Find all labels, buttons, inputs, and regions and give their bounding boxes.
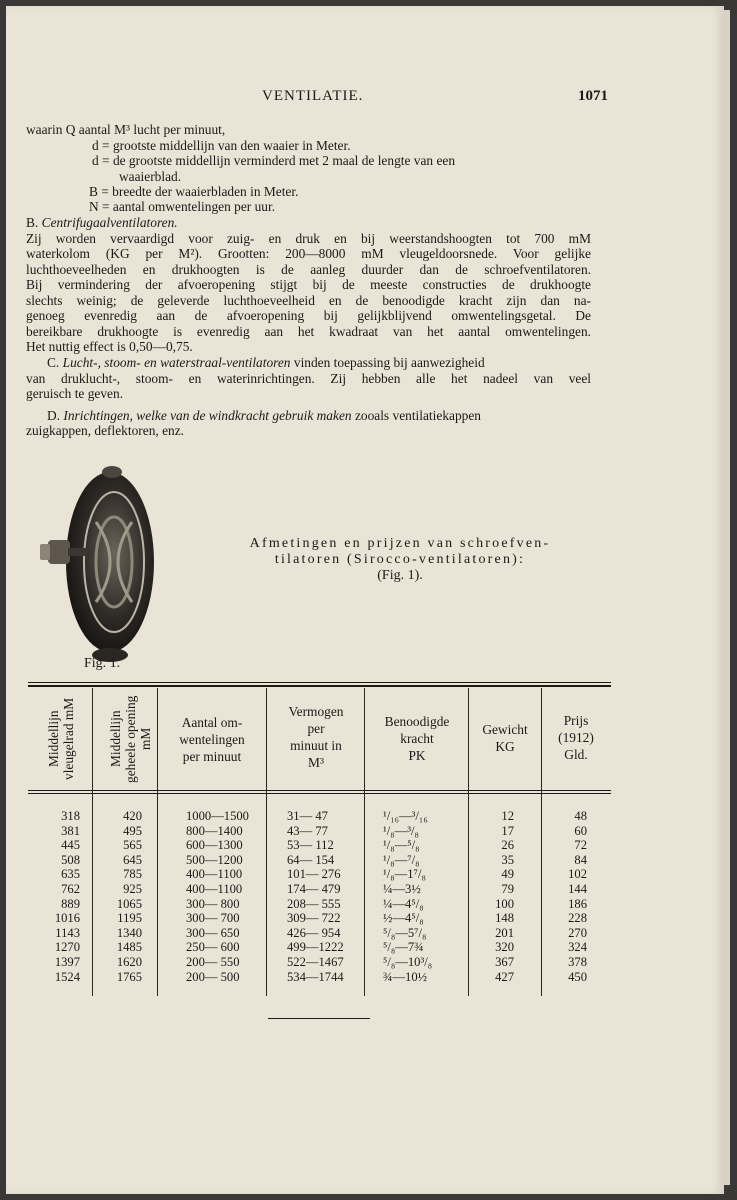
table-cell: 635	[61, 867, 80, 882]
paragraph-line: Het nuttig effect is 0,50—0,75.	[26, 339, 193, 354]
section-c-label: C.	[47, 355, 60, 370]
header-line: Benoodigde	[384, 714, 450, 729]
column-opening	[100, 809, 142, 984]
table-cell: 1000—1500	[186, 809, 249, 823]
table-cell: 1143	[55, 925, 80, 940]
table-cell: ⁵/₈—5⁷/₈	[383, 925, 427, 940]
table-cell: 1340	[116, 925, 142, 940]
section-b-title: Centrifugaalventilatoren.	[41, 215, 178, 230]
table-caption-line-1: Afmetingen en prijzen van schroefven-	[249, 536, 551, 551]
table-cell: 495	[123, 823, 142, 838]
table-caption	[200, 536, 600, 584]
table-cell: 426— 954	[287, 925, 341, 940]
table-cell: 1524	[54, 969, 80, 984]
header-line: wentelingen	[179, 732, 245, 747]
page-number: 1071	[578, 88, 608, 104]
table-cell: 450	[568, 969, 587, 984]
table-cell: 762	[61, 881, 80, 896]
table-cell: 1270	[54, 940, 80, 955]
table-cell: 645	[123, 852, 142, 867]
figure-caption: Fig. 1.	[84, 656, 121, 671]
fan-illustration	[34, 452, 162, 667]
table-cell: 565	[123, 838, 142, 853]
header-middellijn-opening: Middellijn geheele opening mM	[108, 695, 153, 783]
table-cell: 400—1100	[186, 867, 243, 882]
table-cell: 1620	[116, 954, 142, 969]
table-cell: 1016	[54, 911, 80, 926]
page-edge	[724, 10, 730, 1185]
table-cell: 522—1467	[287, 954, 344, 969]
table-cell: 889	[61, 896, 80, 911]
table-cell: 64— 154	[287, 852, 335, 867]
end-rule	[268, 1018, 370, 1019]
header-kracht	[366, 713, 468, 764]
definition-line: d = grootste middellijn van den waaier in Meter.	[92, 138, 351, 153]
column-divider	[364, 688, 365, 996]
table-caption-line-2: tilatoren (Sirocco-ventilatoren):	[274, 552, 526, 567]
section-c-title: Lucht-, stoom- en waterstraal-ventilatoren	[62, 355, 291, 370]
header-prijs	[543, 712, 609, 763]
header-vermogen	[268, 703, 364, 771]
paragraph-line: slechts weinig; de geleverde luchthoeveelheid en de benoodigde kracht zijn dan na-	[26, 293, 591, 308]
table-cell: 186	[568, 896, 587, 911]
column-kracht	[383, 809, 467, 984]
table-cell: 144	[568, 881, 587, 896]
table-cell: 508	[61, 852, 80, 867]
column-divider	[541, 688, 542, 996]
table-cell: 201	[495, 925, 514, 940]
table-cell: 445	[61, 838, 80, 853]
table-cell: 200— 500	[186, 969, 240, 984]
table-top-rule	[28, 685, 611, 687]
table-cell: 101— 276	[287, 867, 341, 882]
section-b-heading	[26, 215, 178, 231]
table-cell: 208— 555	[287, 896, 341, 911]
table-cell: 102	[568, 867, 587, 882]
header-line: minuut in	[290, 738, 342, 753]
table-cell: 1765	[116, 969, 142, 984]
header-line: KG	[495, 739, 515, 754]
header-line: Prijs	[563, 713, 589, 728]
table-cell: 1397	[54, 954, 80, 969]
table-cell: ¹/₈—³/₈	[383, 823, 419, 838]
definition-line: d = de grootste middellijn verminderd met 2 maal de lengte van een	[92, 153, 456, 168]
running-head: VENTILATIE.	[262, 88, 364, 104]
table-cell: 84	[574, 852, 587, 867]
column-divider	[468, 688, 469, 996]
table-cell: 31— 47	[287, 809, 328, 823]
table-cell: 427	[495, 969, 514, 984]
header-line: per minuut	[182, 749, 242, 764]
table-cell: 400—1100	[186, 881, 243, 896]
column-omwentelingen	[186, 809, 266, 984]
table-cell: ¼—3½	[383, 881, 421, 896]
column-vermogen	[287, 809, 363, 984]
table-cell: 1065	[116, 896, 142, 911]
paragraph-line: Bij vermindering der afvoeropening stijgt bij de meeste constructies de drukhoogte	[26, 277, 591, 292]
table-cell: 785	[123, 867, 142, 882]
table-cell: 250— 600	[186, 940, 240, 955]
table-cell: 300— 800	[186, 896, 240, 911]
paragraph-line: bereikbare drukhoogte is evenredig aan het kwadraat van het aantal omwentelingen.	[26, 324, 591, 339]
table-cell: ¾—10½	[383, 969, 428, 984]
table-cell: 228	[568, 911, 587, 926]
table-cell: ¹/₁₆—³/₁₆	[383, 809, 428, 823]
table-cell: 320	[495, 940, 514, 955]
table-cell: 800—1400	[186, 823, 243, 838]
table-cell: 148	[495, 911, 514, 926]
table-cell: 381	[61, 823, 80, 838]
table-header-rule	[28, 790, 611, 791]
paragraph-line: luchthoeveelheden en drukhoogten is de aanleg duurder dan de schroefventilatoren.	[26, 262, 591, 277]
table-cell: 499—1222	[287, 940, 344, 955]
table-cell: 53— 112	[287, 838, 334, 853]
header-middellijn-vleugelrad: Middellijn vleugelrad mM	[46, 697, 76, 781]
header-line: (1912)	[558, 730, 594, 745]
header-line: Aantal om-	[181, 715, 243, 730]
paragraph-line: Zij worden vervaardigd voor zuig- en druk en bij weerstandshoogten tot 700 mM	[26, 231, 591, 246]
table-cell: ⁵/₈—10³/₈	[383, 954, 433, 969]
section-d-title: Inrichtingen, welke van de windkracht gebruik maken	[63, 408, 352, 423]
header-omwentelingen	[160, 714, 264, 765]
section-d-heading	[47, 408, 481, 424]
section-d-label: D.	[47, 408, 61, 423]
table-cell: ¹/₈—⁷/₈	[383, 852, 420, 867]
table-cell: 500—1200	[186, 852, 243, 867]
section-d-rest: zooals ventilatiekappen	[354, 408, 481, 423]
table-top-rule	[28, 682, 611, 683]
paragraph-line: waterkolom (KG per M²). Grootten: 200—8000 mM vleugeldoorsnede. Voor gelijke	[26, 246, 591, 261]
table-cell: 174— 479	[287, 881, 341, 896]
table-cell: 420	[123, 809, 142, 823]
table-cell: ¹/₈—1⁷/₈	[383, 867, 426, 882]
table-cell: 43— 77	[287, 823, 328, 838]
table-cell: ½—4⁵/₈	[383, 911, 424, 926]
table-cell: 35	[501, 852, 514, 867]
definition-line: N = aantal omwentelingen per uur.	[89, 199, 276, 214]
table-cell: 1485	[116, 940, 142, 955]
table-cell: ¼—4⁵/₈	[383, 896, 424, 911]
table-cell: 324	[568, 940, 587, 955]
table-cell: 100	[495, 896, 514, 911]
table-caption-line-3: (Fig. 1).	[377, 568, 423, 583]
table-cell: 534—1744	[287, 969, 344, 984]
column-divider	[157, 688, 158, 996]
header-line: Vermogen	[288, 704, 344, 719]
header-line: PK	[408, 748, 426, 763]
table-cell: 200— 550	[186, 954, 240, 969]
paragraph-line: genoeg evenredig aan de afvoeropening bij gelijkblijvend omwentelingsgetal. De	[26, 308, 591, 323]
header-line: Gld.	[564, 747, 588, 762]
table-cell: 12	[501, 809, 514, 823]
table-cell: 1195	[117, 911, 142, 926]
column-prijs	[555, 809, 587, 984]
table-cell: 72	[574, 838, 587, 853]
header-line: per	[307, 721, 325, 736]
column-divider	[266, 688, 267, 996]
table-header-rule	[28, 793, 611, 794]
paragraph-line: geruisch te geven.	[26, 386, 124, 401]
table-cell: 17	[501, 823, 514, 838]
table-cell: ¹/₈—⁵/₈	[383, 838, 420, 853]
section-b-label: B.	[26, 215, 39, 230]
paragraph-line: zuigkappen, deflektoren, enz.	[26, 423, 185, 438]
section-c-rest: vinden toepassing bij aanwezigheid	[293, 355, 485, 370]
definition-line: waaierblad.	[119, 169, 182, 184]
definition-line: B = breedte der waaierbladen in Meter.	[89, 184, 299, 199]
definition-line: waarin Q aantal M³ lucht per minuut,	[26, 122, 226, 137]
table-cell: 318	[61, 809, 80, 823]
header-gewicht	[470, 721, 540, 755]
header-line: M³	[308, 755, 324, 770]
column-gewicht	[480, 809, 514, 984]
table-cell: ⁵/₈—7¾	[383, 940, 424, 955]
table-cell: 367	[495, 954, 514, 969]
table-cell: 48	[574, 809, 587, 823]
table-cell: 270	[568, 925, 587, 940]
table-cell: 309— 722	[287, 911, 341, 926]
section-c-heading	[47, 355, 485, 371]
table-cell: 378	[568, 954, 587, 969]
header-line: kracht	[400, 731, 434, 746]
table-cell: 600—1300	[186, 838, 243, 853]
column-vleugelrad	[40, 809, 80, 984]
table-cell: 300— 700	[186, 911, 240, 926]
table-cell: 300— 650	[186, 925, 240, 940]
table-cell: 49	[501, 867, 514, 882]
paragraph-line: van druklucht-, stoom- en waterinrichtingen. Zij hebben alle het nadeel van veel	[26, 371, 591, 386]
table-cell: 26	[501, 838, 514, 853]
header-line: Gewicht	[482, 722, 528, 737]
table-cell: 60	[574, 823, 587, 838]
table-cell: 925	[123, 881, 142, 896]
table-cell: 79	[501, 881, 514, 896]
